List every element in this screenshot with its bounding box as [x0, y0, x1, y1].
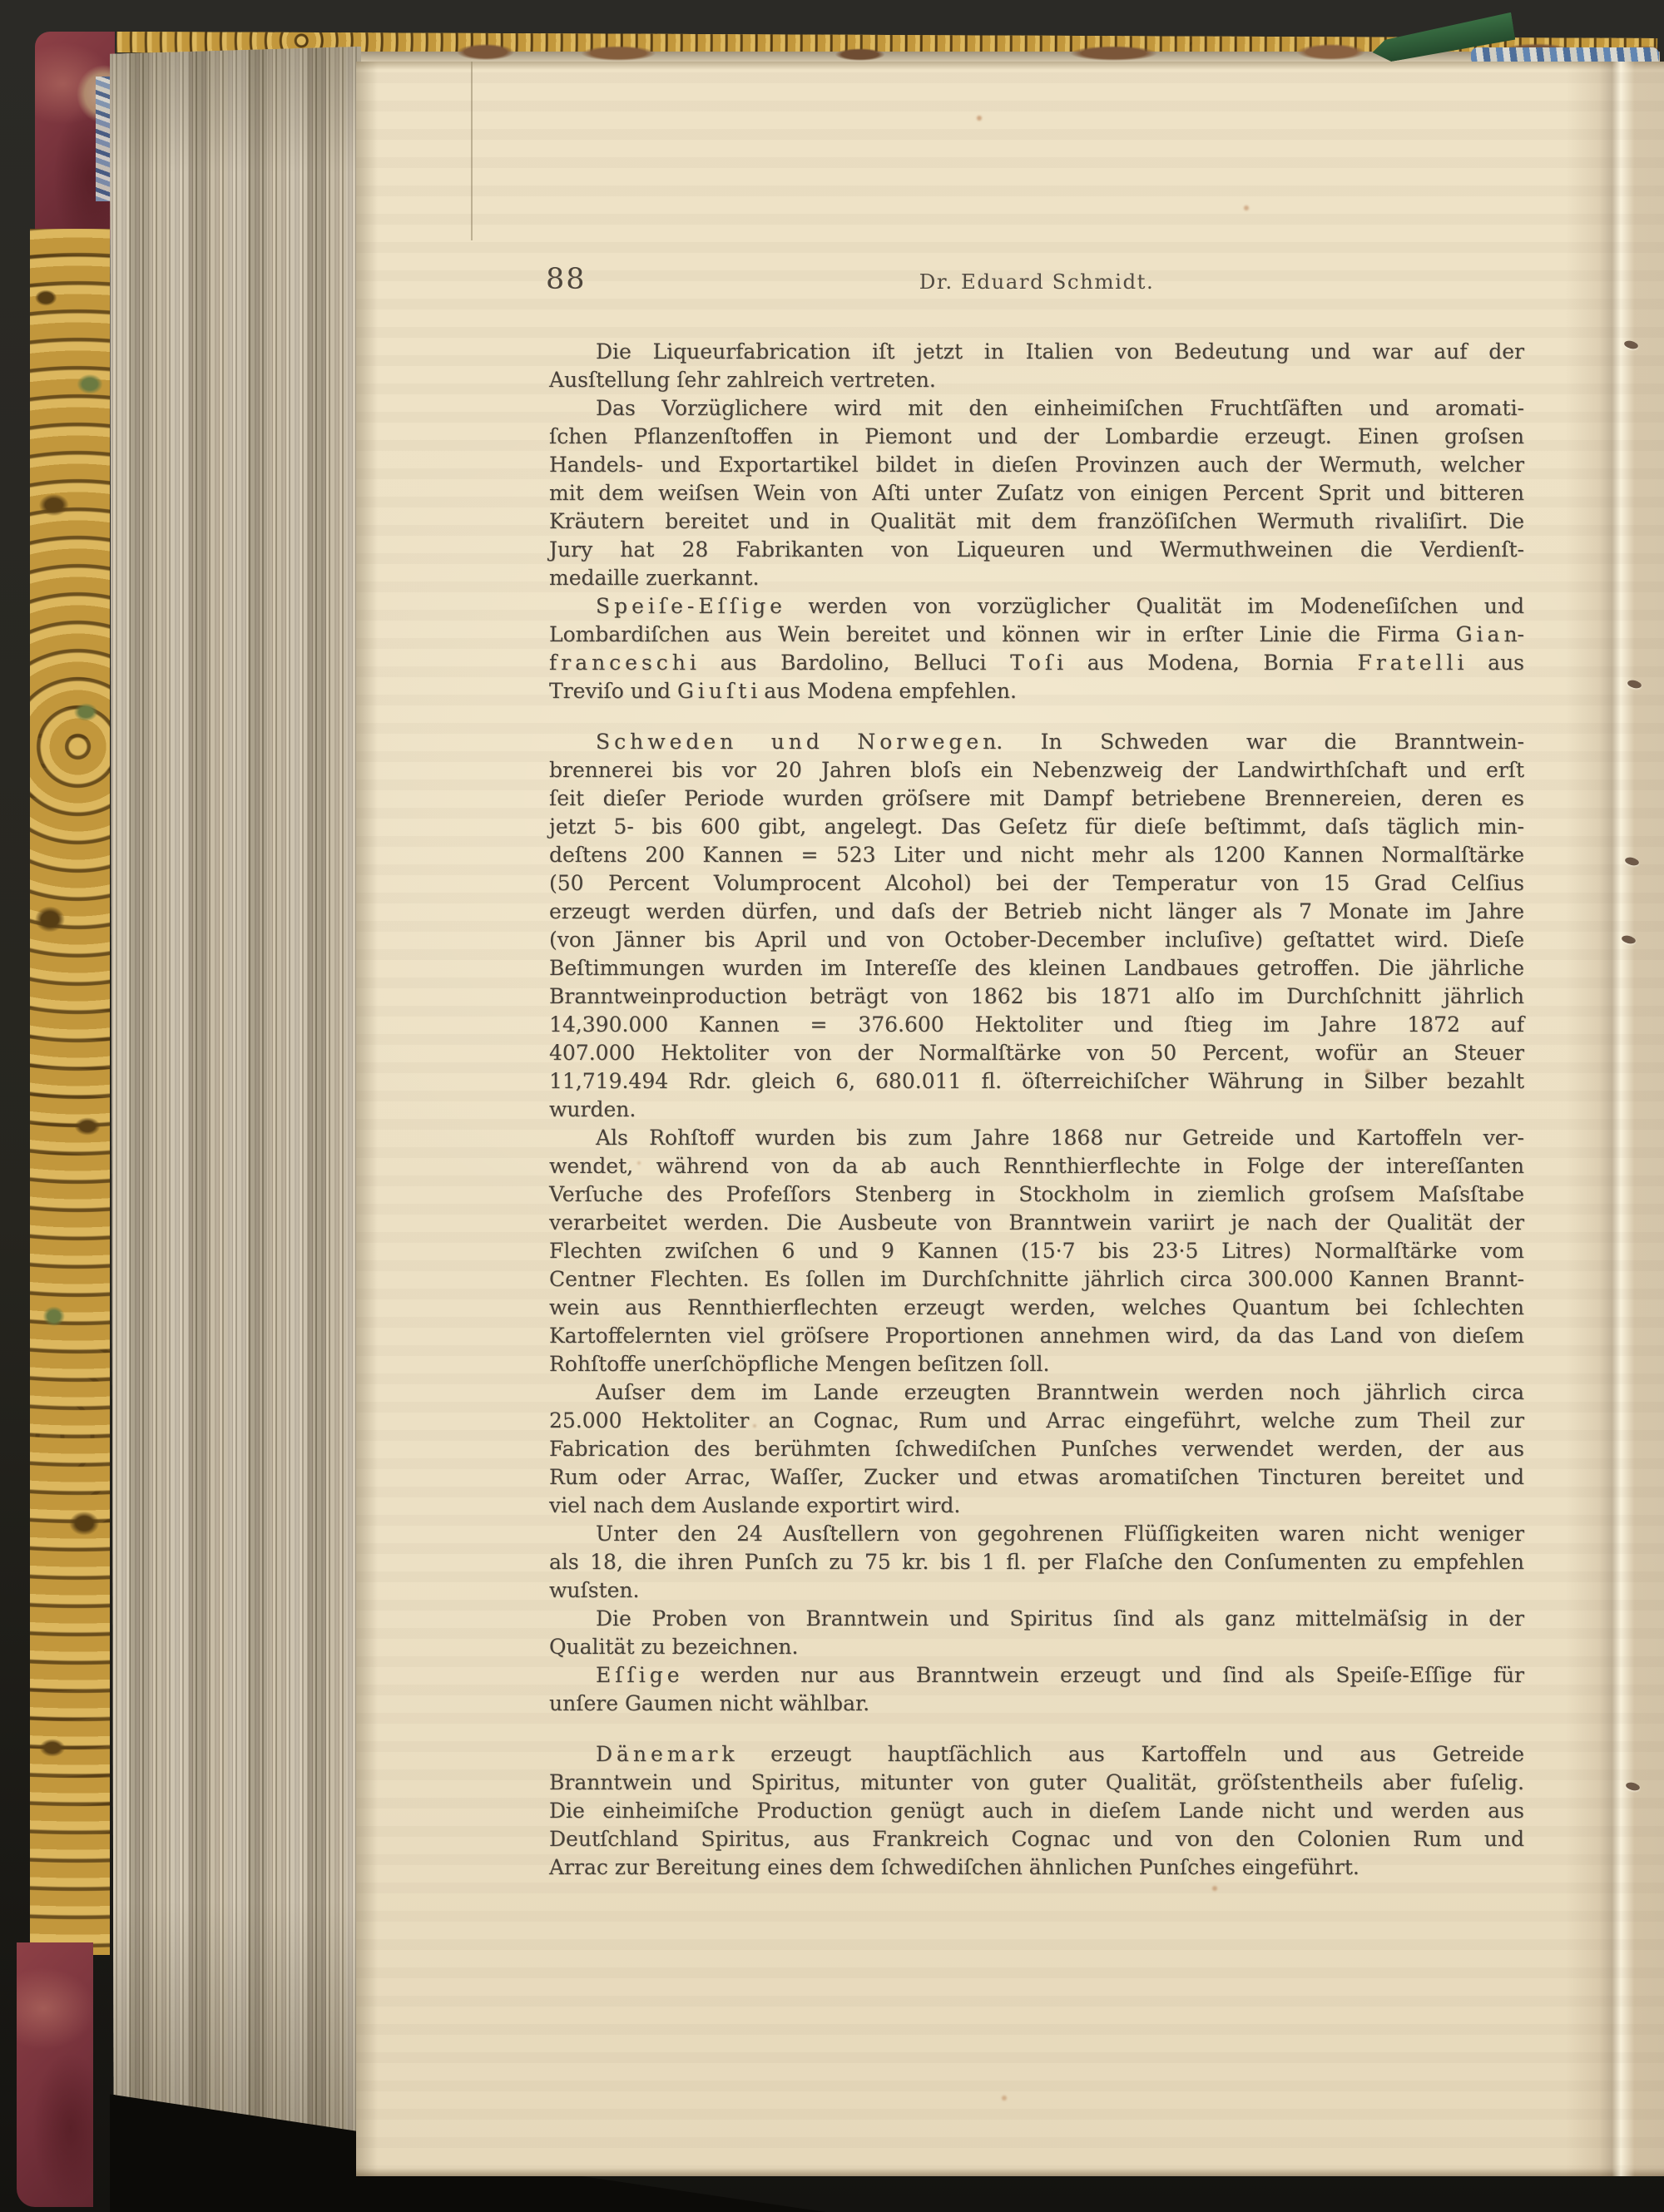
text-line: f r a n c e s c h i aus Bardolino, Belluci T o ſ i aus Modena, Bornia F r a t e l l i aus — [549, 651, 1524, 675]
text-line: jetzt 5- bis 600 gibt, angelegt. Das Geſetz für dieſe beſtimmt, daſs täglich min- — [549, 814, 1524, 839]
text-line: verarbeitet werden. Die Ausbeute von Branntwein variirt je nach der Qualität der — [549, 1210, 1524, 1235]
text-line: Auſser dem im Lande erzeugten Branntwein werden noch jährlich circa — [596, 1380, 1524, 1404]
running-header: Dr. Eduard Schmidt. — [919, 270, 1155, 294]
paragraph — [549, 728, 1524, 1124]
text-line: Arrac zur Bereitung eines dem ſchwediſchen ähnlichen Punſches eingeführt. — [549, 1855, 1359, 1879]
text-line: Als Rohſtoff wurden bis zum Jahre 1868 nur Getreide und Kartoffeln ver- — [596, 1126, 1524, 1150]
text-line: Fabrication des berühmten ſchwediſchen Punſches verwendet werden, der aus — [549, 1437, 1524, 1461]
leather-spine-corner-bottom — [17, 1942, 93, 2207]
text-line: wuſsten. — [549, 1578, 640, 1602]
paragraph — [549, 1378, 1524, 1520]
underlying-page-edge — [471, 62, 473, 240]
text-line: Lombardiſchen aus Wein bereitet und können wir in erſter Linie die Firma G i a n- — [549, 622, 1524, 646]
text-line: S p e i ſ e - E ſ ſ i g e werden von vorzüglicher Qualität im Modeneſiſchen und — [596, 594, 1524, 618]
text-line: Treviſo und G i u ſ t i aus Modena empfehlen. — [549, 679, 1017, 703]
text-line: D ä n e m a r k erzeugt hauptſächlich aus Kartoffeln und aus Getreide — [596, 1742, 1524, 1766]
text-line: Die Proben von Branntwein und Spiritus ſind als ganz mittelmäſsig in der — [596, 1606, 1524, 1631]
page-number: 88 — [546, 263, 587, 296]
text-line: Rohſtoffe unerſchöpfliche Mengen beſitzen ſoll. — [549, 1352, 1050, 1376]
text-line: Centner Flechten. Es ſollen im Durchſchnitte jährlich circa 300.000 Kannen Brannt- — [549, 1267, 1524, 1291]
paragraph — [549, 1124, 1524, 1378]
text-line: E ſ ſ i g e werden nur aus Branntwein erzeugt und ſind als Speiſe-Eſſige für — [596, 1663, 1524, 1687]
text-line: Das Vorzüglichere wird mit den einheimiſchen Fruchtſäften und aromati- — [596, 396, 1524, 420]
page-left-shading — [356, 62, 378, 2176]
text-line: Branntweinproduction beträgt von 1862 bis 1871 alſo im Durchſchnitt jährlich — [549, 984, 1524, 1008]
text-line: Branntwein und Spiritus, mitunter von guter Qualität, gröſstentheils aber fuſelig. — [549, 1770, 1524, 1794]
text-line: wurden. — [549, 1097, 636, 1121]
text-line: viel nach dem Auslande exportirt wird. — [549, 1493, 961, 1517]
text-line: (von Jänner bis April und von October-December incluſive) geſtattet wird. Dieſe — [549, 928, 1524, 952]
text-line: 407.000 Hektoliter von der Normalſtärke von 50 Percent, wofür an Steuer — [549, 1041, 1524, 1065]
text-line: Handels- und Exportartikel bildet in dieſen Provinzen auch der Wermuth, welcher — [549, 453, 1524, 477]
body-text — [549, 338, 1524, 1882]
text-line: brennerei bis vor 20 Jahren bloſs ein Nebenzweig der Landwirthſchaft und erſt — [549, 758, 1524, 782]
text-line: S c h w e d e n u n d N o r w e g e n. In Schweden war die Branntwein- — [596, 730, 1524, 754]
text-line: Ausſtellung ſehr zahlreich vertreten. — [549, 368, 936, 392]
text-line: unſere Gaumen nicht wählbar. — [549, 1691, 870, 1715]
page-header — [546, 263, 1524, 338]
paragraph — [549, 1740, 1524, 1882]
text-line: medaille zuerkannt. — [549, 566, 760, 590]
paragraph — [549, 338, 1524, 394]
text-line: (50 Percent Volumprocent Alcohol) bei der Temperatur von 15 Grad Celſius — [549, 871, 1524, 895]
paragraph — [549, 1605, 1524, 1661]
text-line: Die Liqueurfabrication iſt jetzt in Italien von Bedeutung und war auf der — [596, 339, 1524, 364]
gutter-crease — [1566, 62, 1664, 2176]
text-line: Die einheimiſche Production genügt auch in dieſem Lande nicht und werden aus — [549, 1799, 1524, 1823]
page-bottom-shading — [356, 2168, 1664, 2176]
text-line: Qualität zu bezeichnen. — [549, 1635, 799, 1659]
text-line: ſeit dieſer Periode wurden gröſsere mit Dampf betriebene Brennereien, deren es — [549, 786, 1524, 810]
text-line: als 18, die ihren Punſch zu 75 kr. bis 1 fl. per Flaſche den Conſumenten zu empfehlen — [549, 1550, 1524, 1574]
paragraph — [549, 394, 1524, 592]
text-line: Kartoffelernten viel gröſsere Proportionen annehmen wird, da das Land von dieſem — [549, 1324, 1524, 1348]
text-line: Jury hat 28 Fabrikanten von Liqueuren und Wermuthweinen die Verdienſt- — [549, 537, 1524, 562]
text-line: wein aus Rennthierflechten erzeugt werden, welches Quantum bei ſchlechten — [549, 1295, 1524, 1319]
book-page — [356, 62, 1664, 2176]
paragraph — [549, 592, 1524, 705]
text-line: deſtens 200 Kannen = 523 Liter und nicht mehr als 1200 Kannen Normalſtärke — [549, 843, 1524, 867]
foxing-specks — [0, 0, 3, 3]
text-line: Flechten zwiſchen 6 und 9 Kannen (15·7 bis 23·5 Litres) Normalſtärke vom — [549, 1239, 1524, 1263]
paragraph — [549, 1661, 1524, 1718]
text-line: Verſuche des Profeſſors Stenberg in Stockholm in ziemlich groſsem Maſsſtabe — [549, 1182, 1524, 1206]
text-line: Kräutern bereitet und in Qualität mit dem franzöſiſchen Wermuth rivaliſirt. Die — [549, 509, 1524, 533]
text-line: Unter den 24 Ausſtellern von gegohrenen Flüſſigkeiten waren nicht weniger — [596, 1522, 1524, 1546]
paragraph — [549, 1520, 1524, 1605]
text-line: Rum oder Arrac, Waſſer, Zucker und etwas aromatiſchen Tincturen bereitet und — [549, 1465, 1524, 1489]
text-line: 14,390.000 Kannen = 376.600 Hektoliter und ſtieg im Jahre 1872 auf — [549, 1012, 1524, 1037]
text-line: wendet, während von da ab auch Rennthierflechte in Folge der intereſſanten — [549, 1154, 1524, 1178]
page-top-shading — [356, 62, 1664, 70]
text-line: ſchen Pflanzenſtoffen in Piemont und der Lombardie erzeugt. Einen groſsen — [549, 424, 1524, 448]
text-line: Beſtimmungen wurden im Intereſſe des kleinen Landbaues getroffen. Die jährliche — [549, 956, 1524, 980]
text-line: 11,719.494 Rdr. gleich 6, 680.011 fl. öſterreichiſcher Währung in Silber bezahlt — [549, 1069, 1524, 1093]
text-line: erzeugt werden dürfen, und daſs der Betrieb nicht länger als 7 Monate im Jahre — [549, 899, 1524, 923]
text-line: Deutſchland Spiritus, aus Frankreich Cognac und von den Colonien Rum und — [549, 1827, 1524, 1851]
text-line: 25.000 Hektoliter an Cognac, Rum und Arrac eingeführt, welche zum Theil zur — [549, 1408, 1524, 1433]
page-content — [546, 263, 1524, 1882]
text-line: mit dem weiſsen Wein von Aſti unter Zuſatz von einigen Percent Sprit und bitteren — [549, 481, 1524, 505]
marbled-cover-edge — [30, 229, 110, 1955]
page-stack-fore-edge — [110, 47, 361, 2155]
